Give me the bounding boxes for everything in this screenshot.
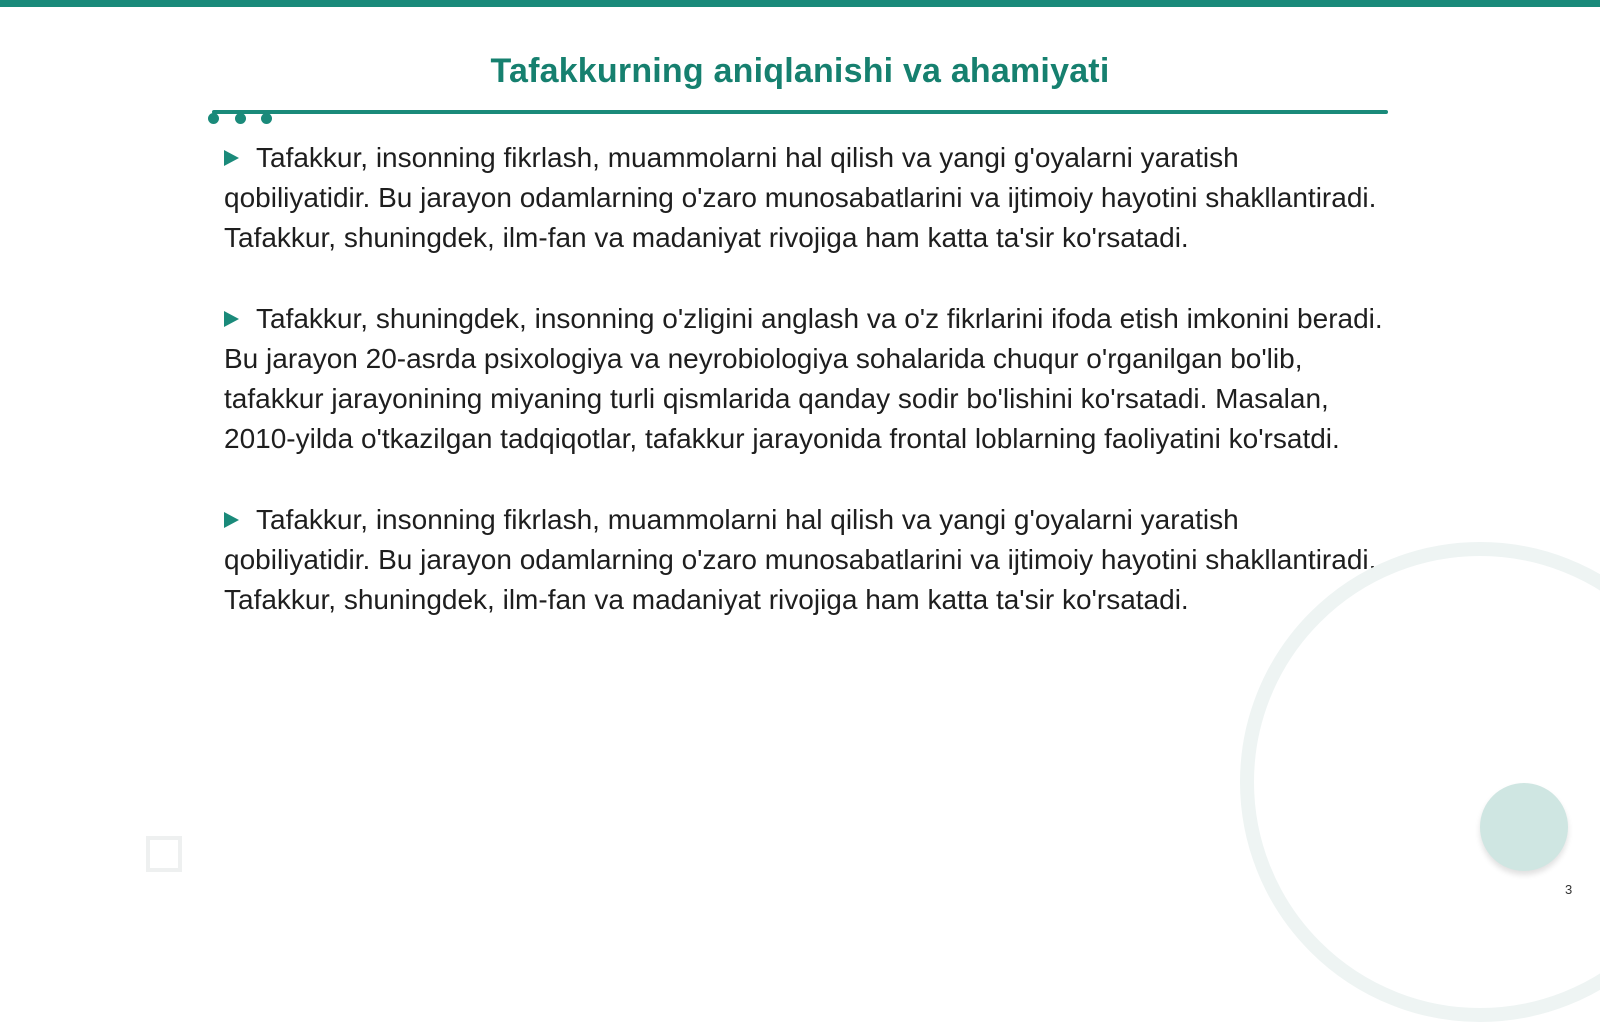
title-underline xyxy=(212,110,1388,114)
title-dot-icon xyxy=(235,113,246,124)
title-dot-icon xyxy=(261,113,272,124)
slide-title: Tafakkurning aniqlanishi va ahamiyati xyxy=(490,52,1110,90)
top-accent-bar xyxy=(0,0,1600,7)
slide-body xyxy=(224,138,1392,661)
bullet-paragraph xyxy=(224,299,1392,459)
title-dot-icon xyxy=(208,113,219,124)
decorative-circle xyxy=(1480,783,1568,871)
bullet-paragraph xyxy=(224,500,1392,620)
triangle-bullet-icon xyxy=(224,512,239,528)
decorative-square xyxy=(146,836,182,872)
paragraph-text: Tafakkur, shuningdek, insonning o'zligini anglash va o'z fikrlarini ifoda etish imkonini beradi. Bu jarayon 20-asrda psixologiya va neyrobiologiya sohalarida chuqur o'rganilgan bo'lib, tafakkur jarayonining miyaning turli qismlarida qanday sodir bo'lishini ko'rsatadi. Masalan, 2010-yilda o'tkazilgan tadqiqotlar, tafakkur jarayonida frontal loblarning faoliyatini ko'rsatdi. xyxy=(224,303,1383,454)
page-number: 3 xyxy=(1565,882,1573,897)
paragraph-text: Tafakkur, insonning fikrlash, muammolarni hal qilish va yangi g'oyalarni yaratish qobiliyatidir. Bu jarayon odamlarning o'zaro munosabatlarini va ijtimoiy hayotini shakllantiradi. Tafakkur, shuningdek, ilm-fan va madaniyat rivojiga ham katta ta'sir ko'rsatadi. xyxy=(224,504,1377,615)
paragraph-text: Tafakkur, insonning fikrlash, muammolarni hal qilish va yangi g'oyalarni yaratish qobiliyatidir. Bu jarayon odamlarning o'zaro munosabatlarini va ijtimoiy hayotini shakllantiradi. Tafakkur, shuningdek, ilm-fan va madaniyat rivojiga ham katta ta'sir ko'rsatadi. xyxy=(224,142,1377,253)
triangle-bullet-icon xyxy=(224,311,239,327)
bullet-paragraph xyxy=(224,138,1392,258)
triangle-bullet-icon xyxy=(224,150,239,166)
